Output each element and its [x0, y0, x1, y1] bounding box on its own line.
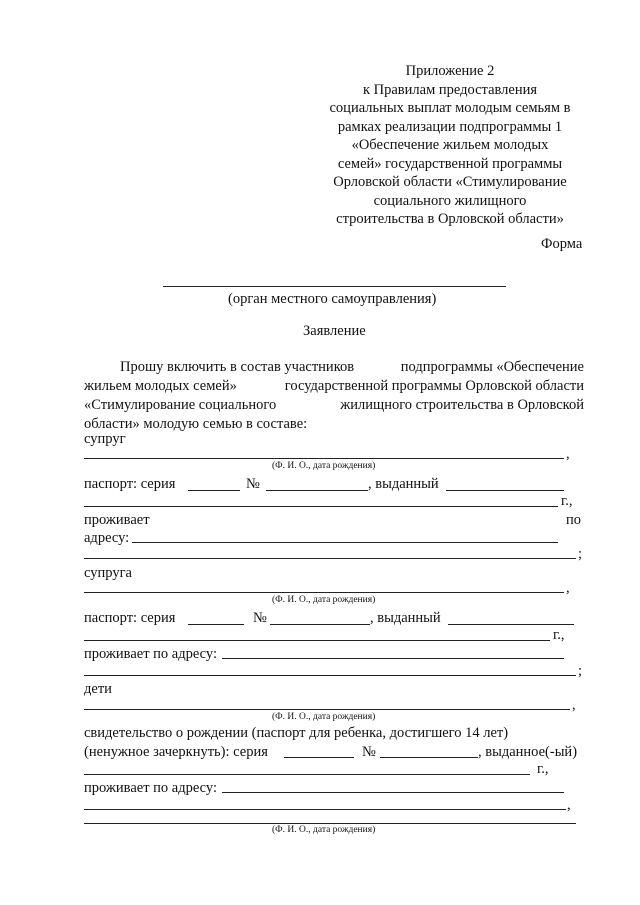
passport-number-field[interactable] — [266, 490, 368, 491]
appendix-line: строительства в Орловской области» — [336, 211, 564, 227]
appendix-line: семей» государственной программы — [337, 155, 563, 172]
resides-label: проживает — [84, 512, 150, 528]
birth-cert-issued-field[interactable] — [84, 774, 530, 775]
intro-text: подпрограммы «Обеспечение — [400, 359, 584, 375]
child-address-field[interactable] — [222, 792, 564, 793]
fio-caption: (Ф. И. О., дата рождения) — [272, 712, 376, 722]
authority-field[interactable] — [163, 286, 506, 287]
birth-cert-label: (ненужное зачеркнуть): серия — [84, 744, 268, 760]
semicolon: ; — [578, 663, 583, 679]
number-sign: № — [253, 610, 267, 626]
spouse-m-address-field-2[interactable] — [84, 558, 576, 559]
spouse-f-label: супруга — [84, 565, 132, 581]
appendix-line: Приложение 2 — [405, 63, 495, 79]
comma: , — [567, 797, 571, 813]
intro-text: жилищного строительства в Орловской — [340, 397, 584, 413]
passport-series-field[interactable] — [188, 490, 240, 491]
intro-text: Прошу включить в состав участников — [120, 359, 355, 375]
appendix-line: социальных выплат молодым семьям в — [329, 100, 571, 116]
appendix-line: Орловской области «Стимулирование — [333, 174, 567, 190]
spouse-f-address-field[interactable] — [222, 658, 564, 659]
passport-issued-field-2[interactable] — [84, 640, 550, 641]
resides-at-address-label: проживает по адресу: — [84, 646, 217, 662]
spouse-f-address-field-2[interactable] — [84, 675, 576, 676]
passport-issued-field[interactable] — [446, 490, 564, 491]
spouse-f-fio-field[interactable] — [84, 592, 564, 593]
child-fio-field[interactable] — [84, 709, 570, 710]
comma: , — [566, 446, 570, 462]
birth-cert-issued-label: , выданное(-ый) — [478, 744, 578, 760]
year-abbr: г., — [537, 761, 549, 777]
document-title: Заявление — [303, 323, 366, 339]
children-label: дети — [84, 681, 112, 697]
form-label: Форма — [541, 236, 583, 252]
child2-fio-field[interactable] — [84, 823, 576, 824]
issued-label: , выданный — [368, 476, 439, 492]
appendix-line: социального жилищного — [373, 192, 527, 209]
passport-series-field[interactable] — [188, 624, 244, 625]
year-abbr: г., — [553, 627, 565, 643]
fio-caption: (Ф. И. О., дата рождения) — [272, 825, 376, 835]
resides-at-address-label: проживает по адресу: — [84, 780, 217, 796]
appendix-header — [300, 62, 600, 229]
intro-text: области» молодую семью в составе: — [84, 416, 308, 432]
issued-label: , выданный — [370, 610, 441, 626]
comma: , — [572, 697, 576, 713]
fio-caption: (Ф. И. О., дата рождения) — [272, 461, 376, 471]
passport-issued-field-2[interactable] — [84, 506, 558, 507]
intro-text: «Стимулирование социального — [84, 397, 277, 413]
appendix-line: к Правилам предоставления — [362, 81, 538, 98]
child-address-field-2[interactable] — [84, 809, 566, 810]
birth-cert-number-field[interactable] — [380, 757, 478, 758]
authority-caption: (орган местного самоуправления) — [228, 291, 437, 307]
appendix-line: «Обеспечение жильем молодых — [351, 137, 549, 153]
intro-paragraph — [84, 358, 584, 434]
appendix-line: рамках реализации подпрограммы 1 — [337, 118, 563, 135]
birth-cert-series-field[interactable] — [284, 757, 354, 758]
passport-issued-field[interactable] — [448, 624, 574, 625]
intro-text: жильем молодых семей» — [84, 378, 237, 394]
spouse-m-fio-field[interactable] — [84, 458, 564, 459]
intro-text: государственной программы Орловской области — [284, 378, 584, 394]
passport-series-label: паспорт: серия — [84, 610, 176, 626]
spouse-m-address-field[interactable] — [132, 542, 558, 543]
fio-caption: (Ф. И. О., дата рождения) — [272, 595, 376, 605]
address-label: адресу: — [84, 530, 130, 546]
semicolon: ; — [578, 546, 583, 562]
passport-number-field[interactable] — [270, 624, 370, 625]
birth-cert-line1: свидетельство о рождении (паспорт для ребенка, достигшего 14 лет) — [84, 725, 509, 741]
passport-series-label: паспорт: серия — [84, 476, 176, 492]
comma: , — [566, 580, 570, 596]
year-abbr: г., — [561, 493, 573, 509]
number-sign: № — [246, 476, 260, 492]
number-sign: № — [362, 744, 376, 760]
spouse-m-label: супруг — [84, 431, 126, 447]
at-label: по — [566, 512, 582, 528]
